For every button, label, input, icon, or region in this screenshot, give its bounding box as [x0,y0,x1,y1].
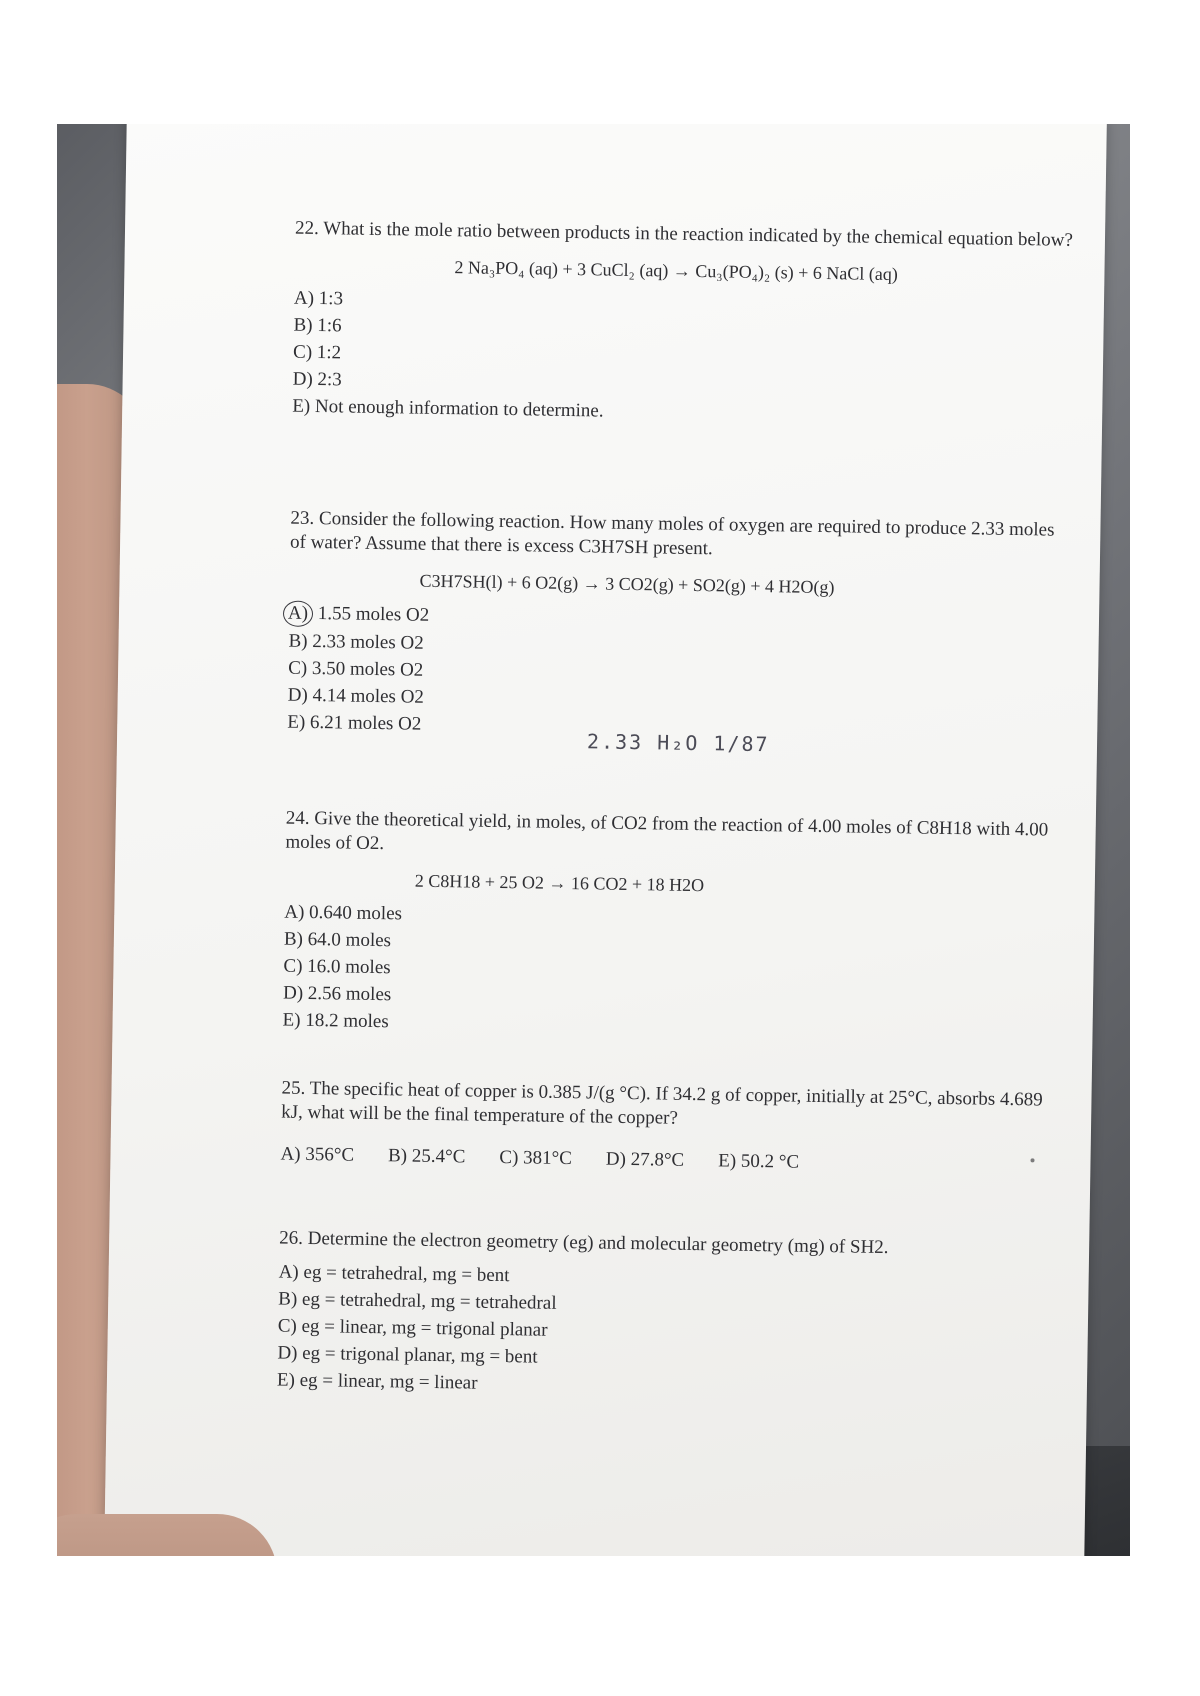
option-a-text: 1.55 moles O2 [317,603,430,626]
question-stem: 24. Give the theoretical yield, in moles, of CO2 from the reaction of 4.00 moles of C8H18 with 4.00 moles of O2. [285,807,1049,855]
option-a: A) 356°C [280,1143,355,1166]
option-a: A) 1:3 [293,287,344,310]
question-stem: 25. The specific heat of copper is 0.385 J/(g °C). If 34.2 g of copper, initially at 25°C, absorbs 4.689 kJ, what will be the final temperature of the copper? [281,1077,1043,1129]
option-d: D) 2.56 moles [282,982,392,1006]
question-23 [287,507,1071,750]
options-list [292,287,1074,431]
options-list [282,901,1064,1045]
option-d: D) eg = trigonal planar, mg = bent [277,1342,538,1368]
option-b: B) 25.4°C [387,1145,466,1168]
option-c: C) 381°C [499,1146,573,1170]
option-c: C) 3.50 moles O2 [287,657,424,681]
thumb-bottom-left [57,1514,277,1556]
chemical-equation: 2 Na₃PO₄ (aq) + 3 CuCl₂ (aq) → Cu₃(PO₄)₂ (s) + 6 NaCl (aq) [454,257,898,285]
circled-answer-mark: A) [283,601,313,627]
question-26 [277,1227,1060,1408]
options-row [280,1143,1060,1179]
options-list [277,1261,1059,1405]
question-24 [282,807,1066,1048]
option-e: E) 18.2 moles [282,1009,389,1033]
option-b: B) 2.33 moles O2 [288,630,424,654]
question-stem: 26. Determine the electron geometry (eg) and molecular geometry (mg) of SH2. [279,1227,889,1259]
option-b: B) eg = tetrahedral, mg = tetrahedral [278,1288,557,1314]
option-a: A) eg = tetrahedral, mg = bent [278,1261,510,1287]
worksheet-page [103,124,1107,1556]
option-b: B) 64.0 moles [283,928,392,952]
option-c: C) 16.0 moles [283,955,391,979]
question-stem: 22. What is the mole ratio between products in the reaction indicated by the chemical equation below? [294,217,1073,251]
option-e: E) eg = linear, mg = linear [276,1369,478,1394]
option-d: D) 27.8°C [605,1148,685,1171]
option-c: C) 1:2 [292,341,342,364]
option-d: D) 2:3 [292,368,342,391]
option-a: A) 0.640 moles [284,901,403,925]
question-25 [280,1077,1061,1179]
option-d: D) 4.14 moles O2 [287,684,425,708]
photo-background [57,124,1130,1556]
option-e: E) Not enough information to determine. [292,395,604,422]
option-b: B) 1:6 [293,314,342,337]
options-list [287,601,1069,747]
chemical-equation: C3H7SH(l) + 6 O2(g) → 3 CO2(g) + SO2(g) + 4 H2O(g) [419,570,835,598]
option-e: E) 50.2 °C [718,1150,800,1173]
chemical-equation: 2 C8H18 + 25 O2 → 16 CO2 + 18 H2O [414,870,705,896]
option-c: C) eg = linear, mg = trigonal planar [277,1315,548,1341]
handwritten-note: 2.33 H₂O 1/87 [586,729,770,757]
question-22 [292,217,1075,434]
question-stem: 23. Consider the following reaction. How many moles of oxygen are required to produce 2.33 moles of water? Assume that there is excess C3H7SH present. [289,507,1055,560]
option-e: E) 6.21 moles O2 [287,711,422,735]
